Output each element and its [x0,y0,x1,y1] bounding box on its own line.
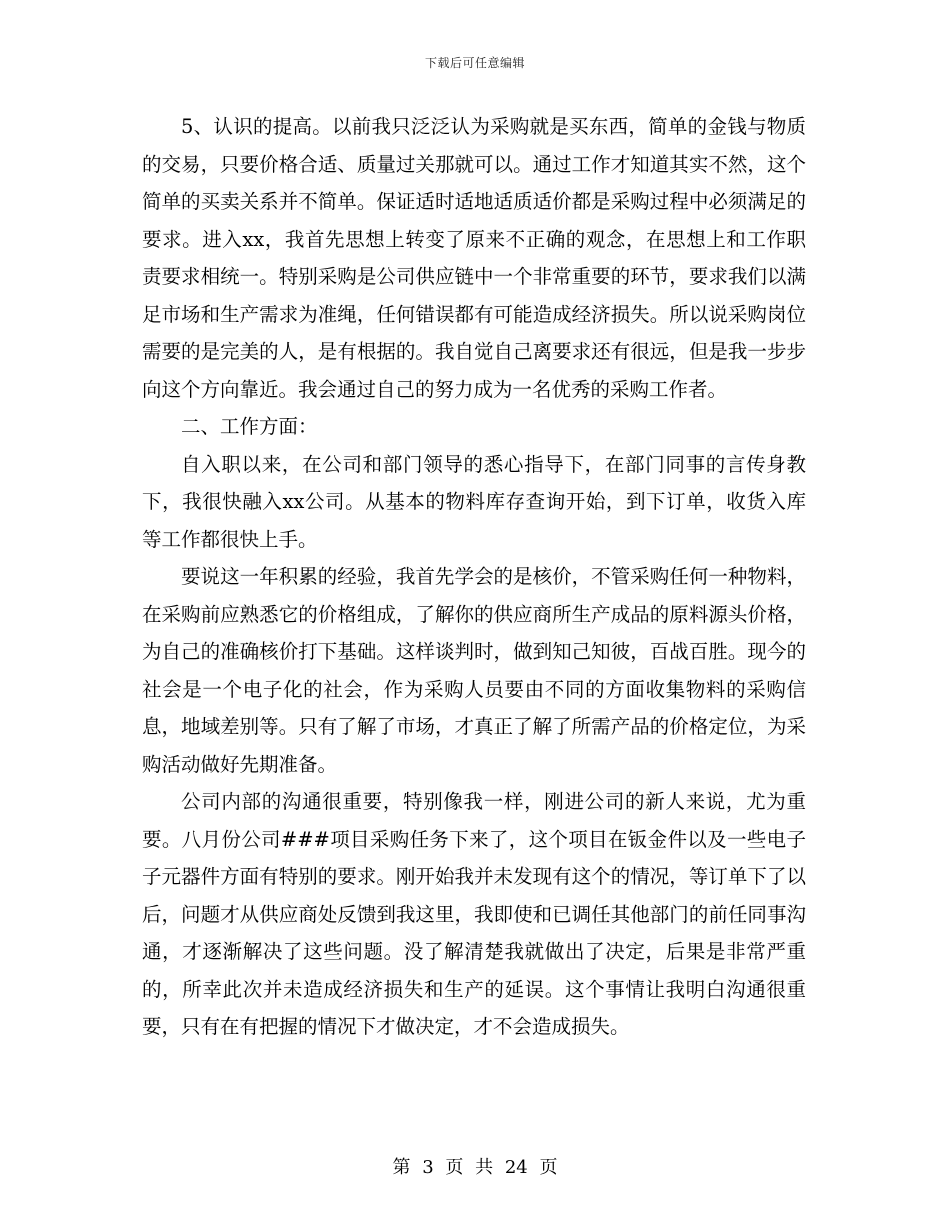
section-heading-work: 二、工作方面： [181,415,318,438]
paragraph-internal-communication: 公司内部的沟通很重要，特别像我一样，刚进公司的新人来说，尤为重要。八月份公司###项目采购任务下来了，这个项目在钣金件以及一些电子子元器件方面有特别的要求。刚开始我并未发现有这个的情况，等订单下了以后，问题才从供应商处反馈到我这里，我即使和已调任其他部门的前任同事沟通，才逐渐解决了这些问题。没了解清楚我就做出了决定，后果是非常严重的，所幸此次并未造成经济损失和生产的延误。这个事情让我明白沟通很重要，只有在有把握的情况下才做决定，才不会造成损失。 [142,790,806,1038]
page-number: 第 3 页 共 24 页 [392,1157,558,1178]
paragraph-onboarding: 自入职以来，在公司和部门领导的悉心指导下，在部门同事的言传身教下，我很快融入xx公司。从基本的物料库存查询开始，到下订单，收货入库等工作都很快上手。 [142,452,806,551]
document-body [142,108,806,1046]
paragraph-price-checking: 要说这一年积累的经验，我首先学会的是核价，不管采购任何一种物料，在采购前应熟悉它的价格组成，了解你的供应商所生产成品的原料源头价格，为自己的准确核价打下基础。这样谈判时，做到知己知彼，百战百胜。现今的社会是一个电子化的社会，作为采购人员要由不同的方面收集物料的采购信息，地域差别等。只有了解了市场，才真正了解了所需产品的价格定位，为采购活动做好先期准备。 [142,565,806,776]
paragraph-recognition-improvement: 5、认识的提高。以前我只泛泛认为采购就是买东西，简单的金钱与物质的交易，只要价格合适、质量过关那就可以。通过工作才知道其实不然，这个简单的买卖关系并不简单。保证适时适地适质适价都是采购过程中必须满足的要求。进入xx，我首先思想上转变了原来不正确的观念，在思想上和工作职责要求相统一。特别采购是公司供应链中一个非常重要的环节，要求我们以满足市场和生产需求为准绳，任何错误都有可能造成经济损失。所以说采购岗位需要的是完美的人，是有根据的。我自觉自己离要求还有很远，但是我一步步向这个方向靠近。我会通过自己的努力成为一名优秀的采购工作者。 [142,115,806,401]
page-header: 下载后可任意编辑 [424,56,525,70]
